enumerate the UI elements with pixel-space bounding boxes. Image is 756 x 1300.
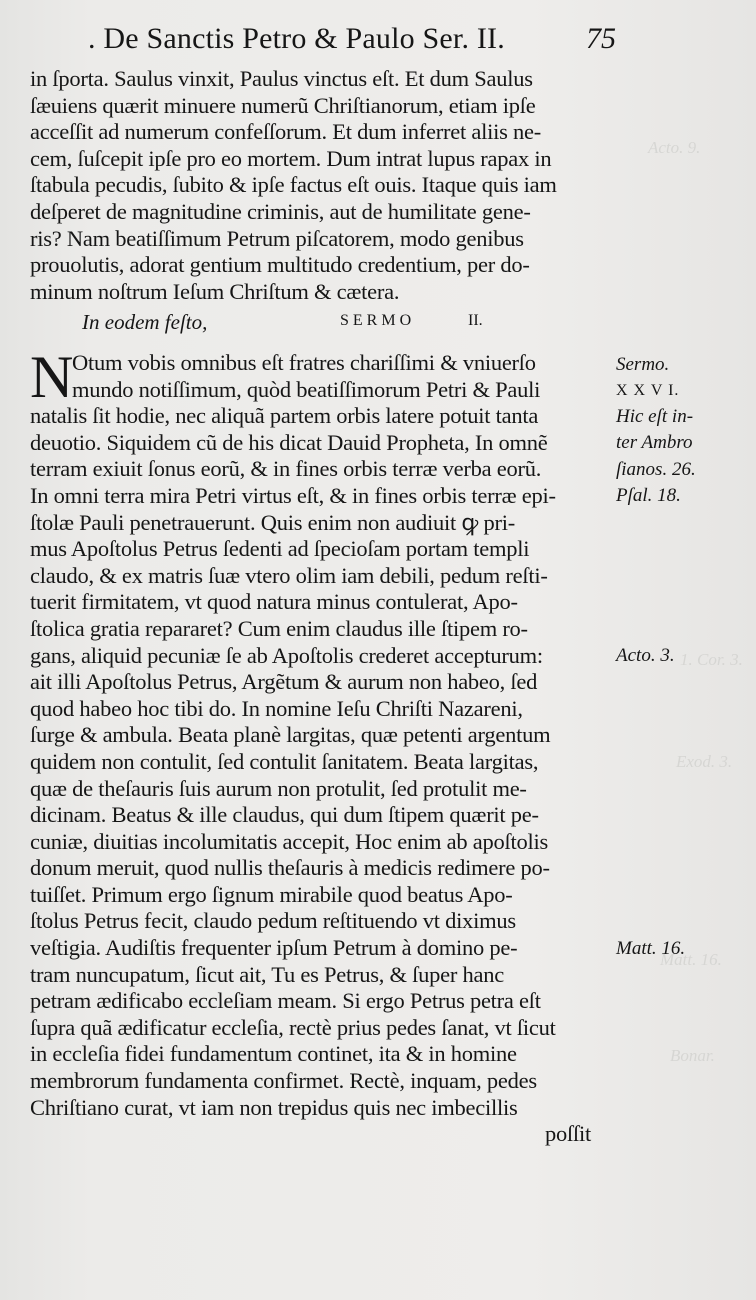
first-passage — [30, 66, 605, 305]
text-line: ſtolus Petrus fecit, claudo pedum reſtituendo vt diximus — [30, 908, 516, 934]
margin-note-matt: Matt. 16. — [616, 938, 686, 959]
second-passage — [30, 344, 605, 1148]
text-line: natalis ſit hodie, nec aliquã partem orbis latere potuit tanta — [30, 403, 539, 429]
text-line: in ſporta. Saulus vinxit, Paulus vinctus eſt. Et dum Saulus — [30, 66, 533, 91]
text-line: tuerit firmitatem, vt quod natura minus contulerat, Apo- — [30, 589, 518, 615]
margin-note-psal: Pſal. 18. — [616, 485, 681, 506]
text-line: ait illi Apoſtolus Petrus, Argẽtum & aurum non habeo, ſed — [30, 669, 538, 695]
text-line: ſtolica gratia repararet? Cum enim claudus ille ſtipem ro- — [30, 615, 528, 641]
text-line: Chriſtiano curat, vt iam non trepidus quis nec imbecillis — [30, 1094, 518, 1120]
bleed-through-mark: 1. Cor. 3. — [680, 650, 743, 669]
text-line: quidem non contulit, ſed contulit ſanitatem. Beata largitas, — [30, 748, 539, 774]
running-title: . De Sanctis Petro & Paulo Ser. II. — [88, 22, 505, 55]
margin-note-sermo-number: X X V I. — [616, 382, 680, 399]
section-heading — [82, 310, 582, 338]
text-line: ſtabula pecudis, ſubito & ipſe factus eſt ouis. Itaque quis iam — [30, 172, 557, 198]
text-line: minum noſtrum Ieſum Chriſtum & cætera. — [30, 278, 400, 304]
text-line: donum meruit, quod nullis theſauris à medicis redimere po- — [30, 855, 550, 881]
text-line: tuiſſet. Primum ergo ſignum mirabile quod beatus Apo- — [30, 881, 513, 907]
text-line: claudo, & ex matris ſuæ vtero olim iam debili, pedum reſti- — [30, 562, 548, 588]
heading-sermo: SERMO — [340, 312, 416, 329]
text-line: gans, aliquid pecuniæ ſe ab Apoſtolis crederet accepturum: — [30, 642, 543, 668]
text-line: tram nuncupatum, ſicut ait, Tu es Petrus, & ſuper hanc — [30, 961, 504, 987]
bleed-through-mark: Matt. 16. — [660, 950, 722, 969]
text-line: veſtigia. Audiſtis frequenter ipſum Petrum à domino pe- — [30, 935, 518, 961]
text-line: terram exiuit ſonus eorũ, & in fines orbis terræ verba eorũ. — [30, 456, 542, 482]
text-line: cem, ſuſcepit ipſe pro eo mortem. Dum intrat lupus rapax in — [30, 145, 552, 171]
text-line: quæ de theſauris ſuis aurum non protulit, ſed protulit me- — [30, 775, 527, 801]
text-line: ſurge & ambula. Beata planè largitas, quæ petenti argentum — [30, 722, 551, 748]
heading-feast: In eodem feſto, — [82, 310, 208, 334]
text-line: deſperet de magnitudine criminis, aut de humilitate gene- — [30, 198, 531, 224]
margin-note-sianos: ſianos. 26. — [616, 459, 696, 480]
text-line: In omni terra mira Petri virtus eſt, & in fines orbis terræ epi- — [30, 482, 556, 508]
text-line: dicinam. Beatus & ille claudus, qui dum ſtipem quærit pe- — [30, 802, 539, 828]
running-head — [88, 22, 618, 62]
text-line: prouolutis, adorat gentium multitudo credentium, per do- — [30, 252, 530, 278]
heading-number: II. — [468, 312, 483, 329]
text-line: quod habeo hoc tibi do. In nomine Ieſu Chriſti Nazareni, — [30, 695, 523, 721]
text-line: ris? Nam beatiſſimum Petrum piſcatorem, modo genibus — [30, 225, 524, 251]
text-line: cuniæ, diuitias incolumitatis accepit, Hoc enim ab apoſtolis — [30, 828, 549, 854]
margin-note-ter-ambro: ter Ambro — [616, 432, 693, 453]
margin-note-hic-est: Hic eſt in- — [616, 406, 694, 427]
margin-note-sermo: Sermo. — [616, 354, 670, 375]
page-number: 75 — [586, 22, 616, 55]
text-line: Otum vobis omnibus eſt fratres chariſſimi & vniuerſo — [72, 350, 536, 375]
text-line: in eccleſia fidei fundamentum continet, ita & in homine — [30, 1041, 517, 1067]
text-line: deuotio. Siquidem cũ de his dicat Dauid Propheta, In omnẽ — [30, 429, 548, 455]
text-line: mus Apoſtolus Petrus ſedenti ad ſpecioſam portam templi — [30, 536, 530, 562]
text-line: acceſſit ad numerum confeſſorum. Et dum inferret aliis ne- — [30, 119, 541, 145]
bleed-through-mark: Exod. 3. — [676, 752, 733, 771]
text-line: ſæuiens quærit minuere numerũ Chriſtianorum, etiam ipſe — [30, 92, 536, 118]
text-line: petram ædificabo eccleſiam meam. Si ergo Petrus petra eſt — [30, 988, 541, 1014]
drop-cap: N — [30, 344, 74, 410]
text-line: ſupra quã ædificatur eccleſia, rectè prius pedes ſanat, vt ſicut — [30, 1014, 556, 1040]
margin-note-acto: Acto. 3. — [616, 645, 675, 666]
bleed-through-mark: Acto. 9. — [648, 138, 701, 157]
text-line: mundo notiſſimum, quòd beatiſſimorum Petri & Pauli — [72, 376, 541, 402]
text-line: membrorum fundamenta confirmet. Rectè, inquam, pedes — [30, 1068, 537, 1094]
text-line: ſtolæ Pauli penetrauerunt. Quis enim non audiuit ꝙ pri- — [30, 509, 515, 535]
catchword: poſſit — [545, 1121, 592, 1147]
bleed-through-mark: Bonar. — [670, 1046, 715, 1065]
